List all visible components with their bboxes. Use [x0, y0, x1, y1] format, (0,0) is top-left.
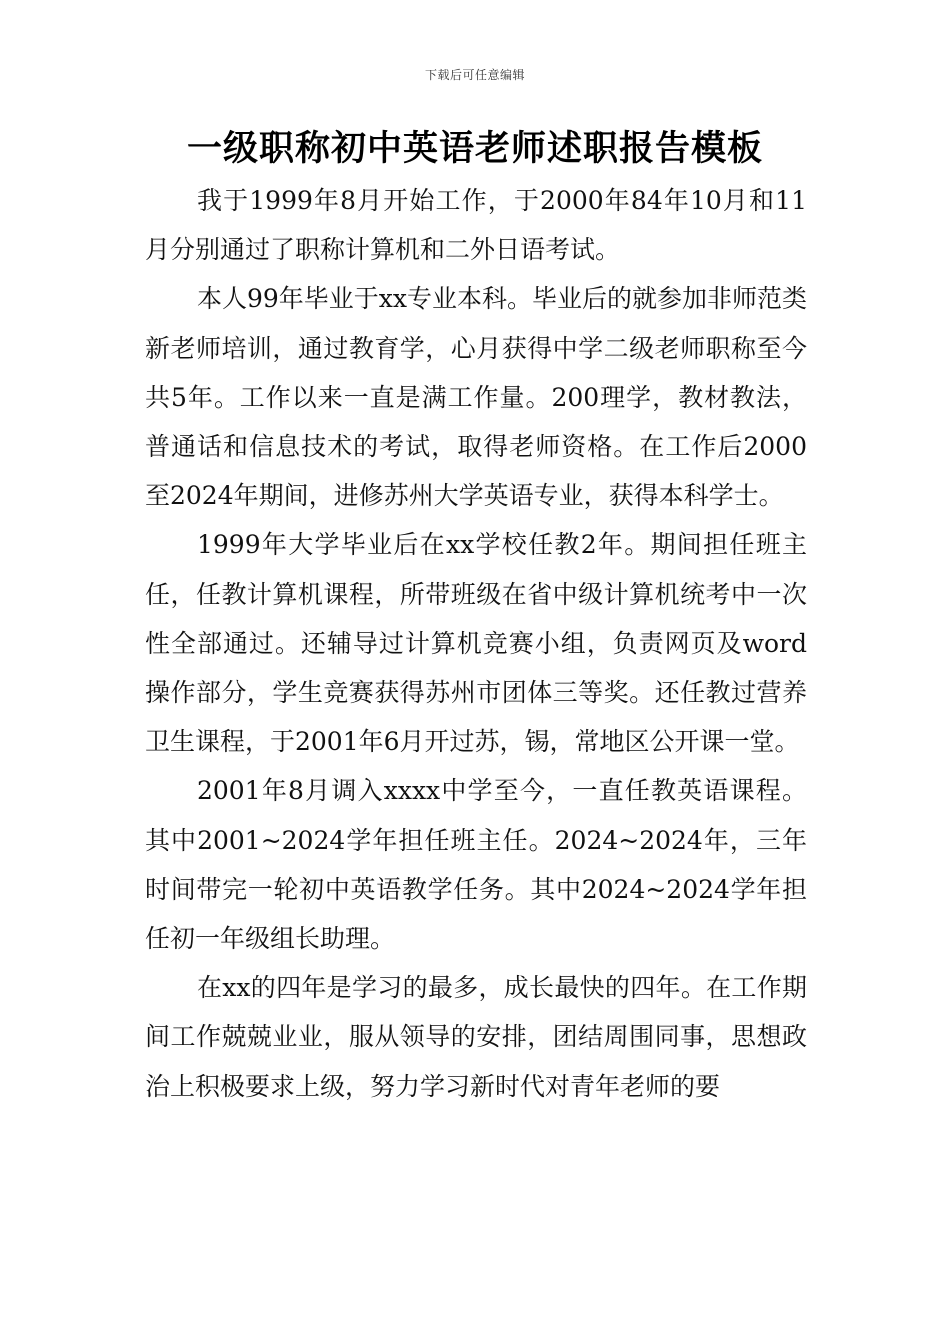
paragraph: 在xx的四年是学习的最多，成长最快的四年。在工作期间工作兢兢业业，服从领导的安排，团结周围同事，思想政治上积极要求上级，努力学习新时代对青年老师的要: [145, 973, 807, 1101]
paragraph: 我于1999年8月开始工作，于2000年84年10月和11月分别通过了职称计算机和二外日语考试。: [145, 186, 807, 265]
header-note: 下载后可任意编辑: [424, 68, 525, 82]
paragraph: 2001年8月调入xxxx中学至今，一直任教英语课程。其中2001~2024学年担任班主任。2024~2024年，三年时间带完一轮初中英语教学任务。其中2024~2024学年担任初一年级组长助理。: [145, 776, 807, 954]
paragraph: 本人99年毕业于xx专业本科。毕业后的就参加非师范类新老师培训，通过教育学，心月获得中学二级老师职称至今共5年。工作以来一直是满工作量。200理学，教材教法，普通话和信息技术的考试，取得老师资格。在工作后2000至2024年期间，进修苏州大学英语专业，获得本科学士。: [145, 284, 808, 511]
document-body: [145, 176, 807, 1111]
paragraph: 1999年大学毕业后在xx学校任教2年。期间担任班主任，任教计算机课程，所带班级在省中级计算机统考中一次性全部通过。还辅导过计算机竞赛小组，负责网页及word操作部分，学生竞赛获得苏州市团体三等奖。还任教过营养卫生课程，于2001年6月开过苏，锡，常地区公开课一堂。: [145, 530, 807, 757]
document-title: 一级职称初中英语老师述职报告模板: [186, 129, 763, 169]
